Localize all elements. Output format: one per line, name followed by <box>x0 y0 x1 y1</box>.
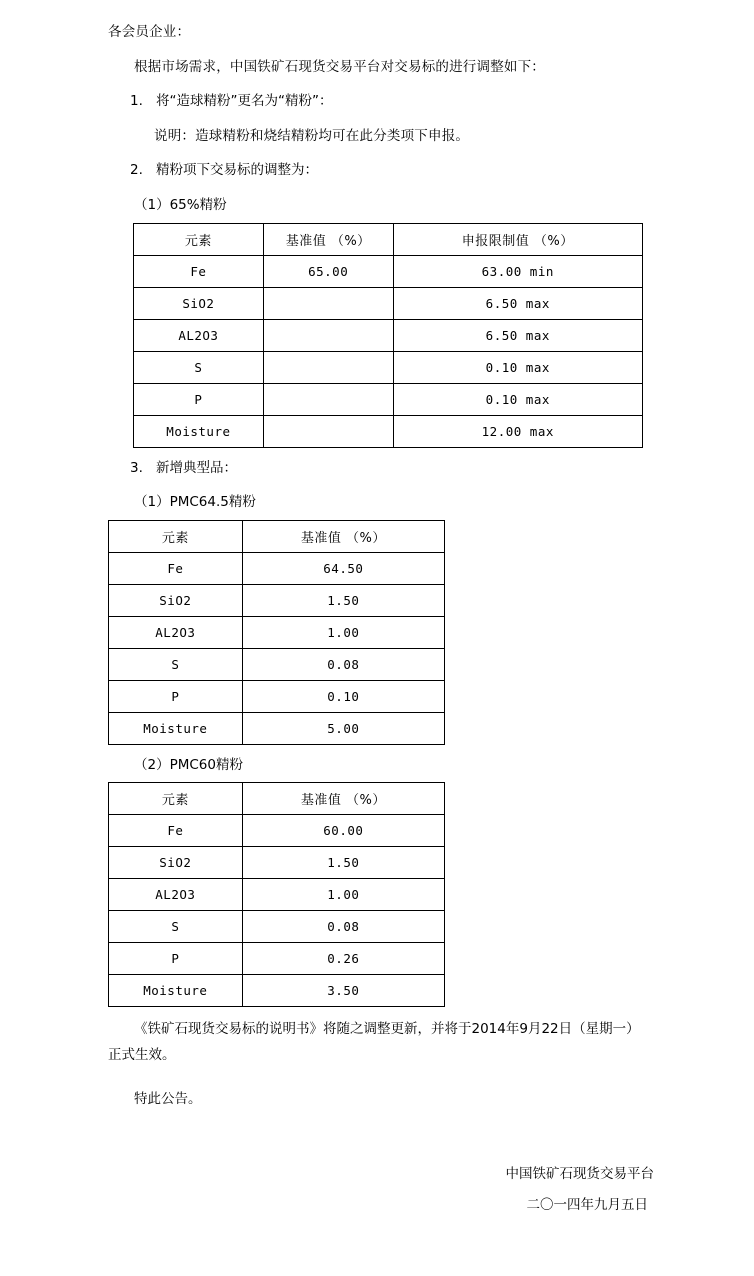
column-header-base-value: 基准值 （%） <box>242 520 444 552</box>
closing-paragraph <box>108 1017 696 1068</box>
table-pmc645 <box>108 520 445 745</box>
table-row <box>109 712 445 744</box>
cell-base-value: 1.50 <box>242 584 444 616</box>
cell-base-value: 1.00 <box>242 616 444 648</box>
list-item-2-text: 精粉项下交易标的调整为： <box>156 162 318 179</box>
list-item-3-text: 新增典型品： <box>156 459 237 476</box>
list-item-3 <box>130 458 696 480</box>
table-row <box>109 616 445 648</box>
cell-element: Moisture <box>109 975 243 1007</box>
cell-element: P <box>109 943 243 975</box>
list-item-2 <box>130 160 696 182</box>
cell-base-value: 5.00 <box>242 712 444 744</box>
cell-limit-value: 12.00 max <box>393 415 642 447</box>
cell-base-value <box>263 383 393 415</box>
notice-line: 特此公告。 <box>134 1090 202 1107</box>
cell-base-value: 1.50 <box>242 847 444 879</box>
column-header-base-value: 基准值 （%） <box>263 223 393 255</box>
cell-base-value: 3.50 <box>242 975 444 1007</box>
cell-element: Fe <box>134 255 264 287</box>
salutation: 各会员企业： <box>108 24 191 40</box>
table-row <box>134 383 643 415</box>
cell-element: SiO2 <box>109 847 243 879</box>
cell-base-value: 64.50 <box>242 552 444 584</box>
label-table-65: （1）65%精粉 <box>134 196 227 213</box>
table-row <box>109 943 445 975</box>
table-header-row <box>109 520 445 552</box>
table-row <box>109 680 445 712</box>
cell-limit-value: 6.50 max <box>393 287 642 319</box>
signature-block <box>108 1159 696 1221</box>
list-item-2-number: 2. <box>130 162 143 179</box>
table-row <box>109 648 445 680</box>
cell-base-value: 65.00 <box>263 255 393 287</box>
table-row <box>134 287 643 319</box>
column-header-element: 元素 <box>109 783 243 815</box>
cell-limit-value: 0.10 max <box>393 351 642 383</box>
cell-element: Moisture <box>134 415 264 447</box>
column-header-limit-value: 申报限制值 （%） <box>393 223 642 255</box>
cell-base-value <box>263 415 393 447</box>
cell-element: Moisture <box>109 712 243 744</box>
cell-element: SiO2 <box>134 287 264 319</box>
column-header-element: 元素 <box>109 520 243 552</box>
table-row <box>109 815 445 847</box>
cell-base-value: 0.26 <box>242 943 444 975</box>
list-item-1-number: 1. <box>130 93 143 110</box>
table-row <box>109 847 445 879</box>
cell-element: S <box>109 911 243 943</box>
intro-paragraph: 根据市场需求，中国铁矿石现货交易平台对交易标的进行调整如下： <box>134 58 545 75</box>
table-header-row <box>109 783 445 815</box>
closing-line-1: 《铁矿石现货交易标的说明书》将随之调整更新，并将于2014年9月22日（星期一） <box>134 1021 640 1038</box>
cell-base-value: 1.00 <box>242 879 444 911</box>
table-row <box>109 911 445 943</box>
cell-base-value: 60.00 <box>242 815 444 847</box>
cell-element: P <box>134 383 264 415</box>
list-item-3-number: 3. <box>130 459 143 476</box>
label-pmc60: （2）PMC60精粉 <box>134 756 243 773</box>
signature-organization: 中国铁矿石现货交易平台 <box>505 1165 654 1182</box>
cell-limit-value: 0.10 max <box>393 383 642 415</box>
cell-element: P <box>109 680 243 712</box>
cell-limit-value: 63.00 min <box>393 255 642 287</box>
signature-date: 二〇一四年九月五日 <box>526 1196 648 1213</box>
table-row <box>134 415 643 447</box>
cell-base-value <box>263 287 393 319</box>
column-header-element: 元素 <box>134 223 264 255</box>
note-rename: 说明：造球精粉和烧结精粉均可在此分类项下申报。 <box>154 127 470 144</box>
cell-element: Fe <box>109 815 243 847</box>
table-row <box>109 879 445 911</box>
list-item-1 <box>130 91 696 113</box>
table-header-row <box>134 223 643 255</box>
cell-element: AL2O3 <box>109 879 243 911</box>
cell-element: AL2O3 <box>109 616 243 648</box>
column-header-base-value: 基准值 （%） <box>242 783 444 815</box>
cell-element: S <box>109 648 243 680</box>
cell-element: AL2O3 <box>134 319 264 351</box>
cell-element: Fe <box>109 552 243 584</box>
closing-line-2: 正式生效。 <box>108 1046 176 1063</box>
table-row <box>134 319 643 351</box>
table-row <box>109 975 445 1007</box>
table-row <box>134 255 643 287</box>
cell-element: SiO2 <box>109 584 243 616</box>
cell-limit-value: 6.50 max <box>393 319 642 351</box>
cell-element: S <box>134 351 264 383</box>
table-row <box>109 584 445 616</box>
cell-base-value <box>263 319 393 351</box>
cell-base-value: 0.08 <box>242 648 444 680</box>
label-pmc645: （1）PMC64.5精粉 <box>134 494 256 511</box>
table-65-percent-concentrate <box>133 223 643 448</box>
cell-base-value: 0.08 <box>242 911 444 943</box>
table-pmc60 <box>108 782 445 1007</box>
cell-base-value <box>263 351 393 383</box>
list-item-1-text: 将“造球精粉”更名为“精粉”： <box>156 93 333 110</box>
cell-base-value: 0.10 <box>242 680 444 712</box>
table-row <box>109 552 445 584</box>
table-row <box>134 351 643 383</box>
